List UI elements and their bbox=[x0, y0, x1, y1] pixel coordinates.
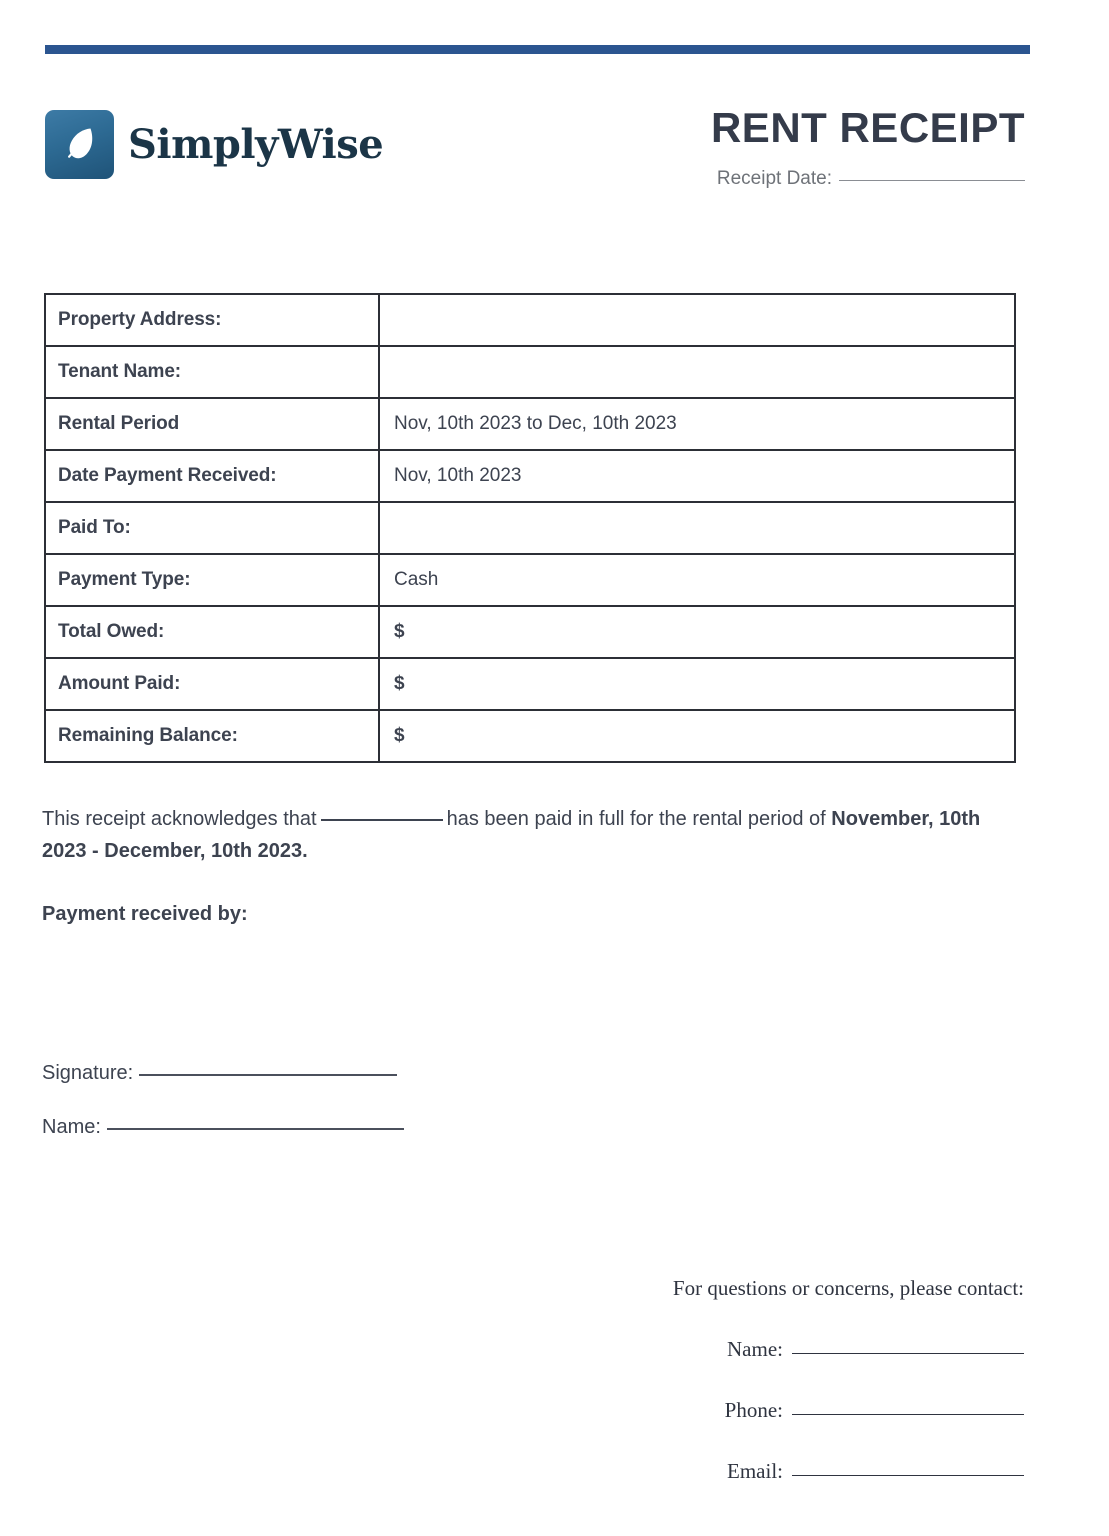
row-value[interactable] bbox=[379, 346, 1015, 398]
row-value[interactable]: $ bbox=[379, 710, 1015, 762]
contact-email-label: Email: bbox=[727, 1459, 783, 1483]
contact-name-field[interactable] bbox=[673, 1337, 1024, 1362]
row-label: Paid To: bbox=[45, 502, 379, 554]
row-value[interactable]: Nov, 10th 2023 to Dec, 10th 2023 bbox=[379, 398, 1015, 450]
signature-label: Signature: bbox=[42, 1062, 134, 1084]
row-value[interactable]: $ bbox=[379, 658, 1015, 710]
receipt-date-label: Receipt Date: bbox=[716, 168, 832, 190]
received-by-name-label: Name: bbox=[42, 1116, 101, 1138]
table-row bbox=[45, 658, 1015, 710]
row-label: Tenant Name: bbox=[45, 346, 379, 398]
received-by-name-blank[interactable] bbox=[107, 1128, 404, 1130]
table-row bbox=[45, 710, 1015, 762]
page-title: RENT RECEIPT bbox=[710, 104, 1025, 151]
table-row bbox=[45, 450, 1015, 502]
contact-email-blank[interactable] bbox=[792, 1475, 1024, 1476]
document-header bbox=[45, 104, 1025, 244]
receipt-details-table bbox=[44, 293, 1016, 763]
row-label: Rental Period bbox=[45, 398, 379, 450]
top-accent-bar bbox=[45, 45, 1030, 54]
table-row bbox=[45, 398, 1015, 450]
contact-email-field[interactable] bbox=[673, 1459, 1024, 1484]
row-label: Amount Paid: bbox=[45, 658, 379, 710]
row-value[interactable]: $ bbox=[379, 606, 1015, 658]
table-row bbox=[45, 346, 1015, 398]
row-value[interactable]: Nov, 10th 2023 bbox=[379, 450, 1015, 502]
acknowledgement-text bbox=[42, 803, 992, 867]
table-row bbox=[45, 502, 1015, 554]
table-row bbox=[45, 294, 1015, 346]
row-label: Date Payment Received: bbox=[45, 450, 379, 502]
brand-name: SimplyWise bbox=[128, 120, 384, 168]
row-label: Remaining Balance: bbox=[45, 710, 379, 762]
table-row bbox=[45, 606, 1015, 658]
payment-received-by-label: Payment received by: bbox=[42, 903, 248, 925]
receipt-date-blank[interactable] bbox=[839, 180, 1025, 181]
title-block bbox=[711, 104, 1025, 190]
receipt-details-body bbox=[45, 294, 1015, 762]
row-label: Payment Type: bbox=[45, 554, 379, 606]
received-by-name-field[interactable] bbox=[42, 1116, 404, 1139]
ack-amount-blank[interactable] bbox=[321, 819, 443, 821]
contact-phone-blank[interactable] bbox=[792, 1414, 1024, 1415]
contact-phone-label: Phone: bbox=[724, 1398, 783, 1422]
leaf-icon bbox=[45, 110, 114, 179]
contact-name-label: Name: bbox=[727, 1337, 783, 1361]
table-row bbox=[45, 554, 1015, 606]
row-value[interactable] bbox=[379, 294, 1015, 346]
ack-text-after: has been paid in full for the rental period of bbox=[446, 808, 826, 830]
ack-rental-period: November, 10th 2023 - December, 10th 2023. bbox=[42, 808, 981, 862]
row-label: Total Owed: bbox=[45, 606, 379, 658]
contact-heading: For questions or concerns, please contact: bbox=[672, 1276, 1024, 1300]
row-label: Property Address: bbox=[45, 294, 379, 346]
contact-name-blank[interactable] bbox=[792, 1353, 1024, 1354]
contact-section bbox=[673, 1276, 1024, 1484]
signature-field[interactable] bbox=[42, 1062, 397, 1085]
receipt-date-field[interactable] bbox=[711, 168, 1025, 190]
contact-phone-field[interactable] bbox=[673, 1398, 1024, 1423]
signature-blank[interactable] bbox=[139, 1074, 397, 1076]
row-value[interactable] bbox=[379, 502, 1015, 554]
ack-text-before: This receipt acknowledges that bbox=[42, 808, 317, 830]
brand-logo bbox=[45, 110, 383, 179]
row-value[interactable]: Cash bbox=[379, 554, 1015, 606]
